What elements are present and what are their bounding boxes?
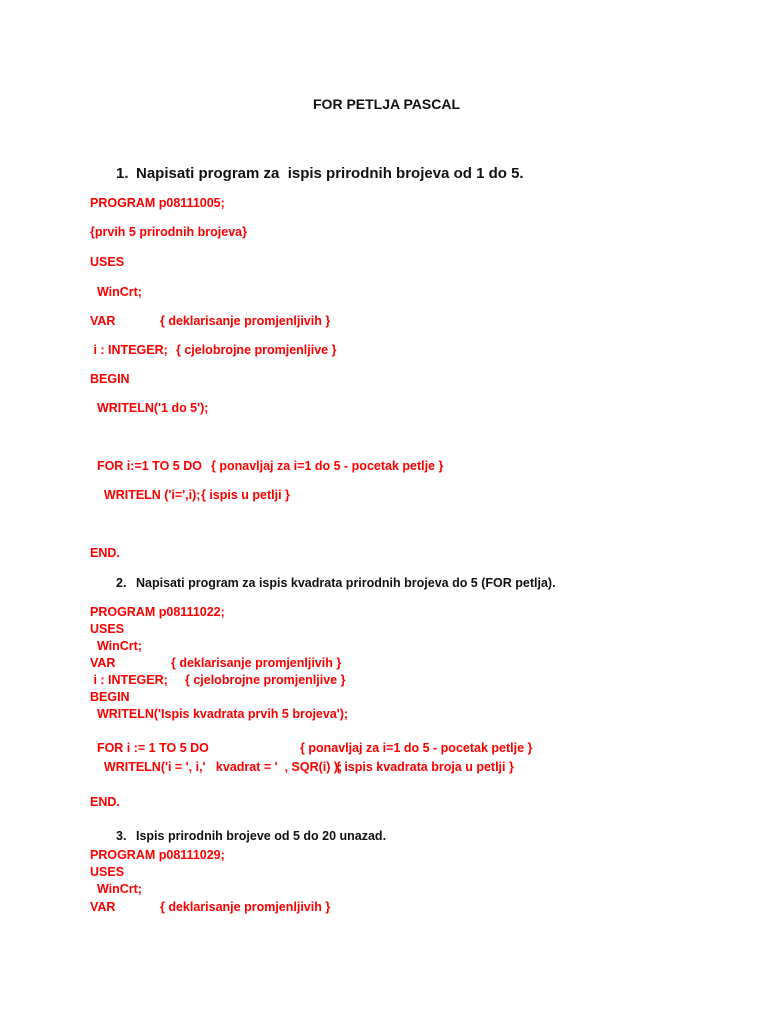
code-line: WRITELN('1 do 5'); — [90, 401, 209, 415]
code-comment: { ponavljaj za i=1 do 5 - pocetak petlje } — [300, 741, 533, 755]
code-line: PROGRAM p08111022; — [90, 605, 225, 619]
code-line: FOR i:=1 TO 5 DO — [90, 459, 202, 473]
task-3-heading: Ispis prirodnih brojeve od 5 do 20 unazad. — [136, 829, 387, 843]
code-line: USES — [90, 255, 125, 269]
code-line: BEGIN — [90, 690, 130, 704]
code-comment: { deklarisanje promjenljivih } — [160, 314, 331, 328]
code-line: END. — [90, 546, 120, 560]
code-line: WRITELN('Ispis kvadrata prvih 5 brojeva'); — [90, 707, 349, 721]
code-line: i : INTEGER; — [90, 343, 168, 357]
code-line: END. — [90, 795, 120, 809]
code-line: VAR — [90, 900, 116, 914]
task-1-heading: Napisati program za ispis prirodnih brojeva od 1 do 5. — [136, 165, 524, 182]
code-comment: { cjelobrojne promjenljive } — [185, 673, 346, 687]
code-line: VAR — [90, 314, 116, 328]
page-title: FOR PETLJA PASCAL — [313, 96, 461, 112]
code-line: USES — [90, 865, 125, 879]
code-line: PROGRAM p08111005; — [90, 196, 225, 210]
code-line: WinCrt; — [90, 882, 142, 896]
code-comment: { deklarisanje promjenljivih } — [171, 656, 342, 670]
code-line: i : INTEGER; — [90, 673, 168, 687]
code-comment: { ispis kvadrata broja u petlji } — [336, 760, 514, 774]
code-comment: { ponavljaj za i=1 do 5 - pocetak petlje } — [211, 459, 444, 473]
code-comment: { cjelobrojne promjenljive } — [176, 343, 337, 357]
code-line: WRITELN ('i=',i); — [90, 488, 201, 502]
code-line: {prvih 5 prirodnih brojeva} — [90, 225, 247, 239]
code-line: BEGIN — [90, 372, 130, 386]
code-line: FOR i := 1 TO 5 DO — [90, 741, 209, 755]
code-line: WinCrt; — [90, 285, 142, 299]
task-1-number: 1. — [116, 165, 129, 182]
code-comment: { ispis u petlji } — [201, 488, 290, 502]
code-line: WRITELN('i = ', i,' kvadrat = ' , SQR(i) ); — [90, 760, 343, 774]
code-comment: { deklarisanje promjenljivih } — [160, 900, 331, 914]
code-line: VAR — [90, 656, 116, 670]
task-3-number: 3. — [116, 829, 127, 843]
code-line: USES — [90, 622, 125, 636]
task-2-number: 2. — [116, 576, 127, 590]
task-2-heading: Napisati program za ispis kvadrata prirodnih brojeva do 5 (FOR petlja). — [136, 576, 556, 590]
code-line: WinCrt; — [90, 639, 142, 653]
code-line: PROGRAM p08111029; — [90, 848, 225, 862]
